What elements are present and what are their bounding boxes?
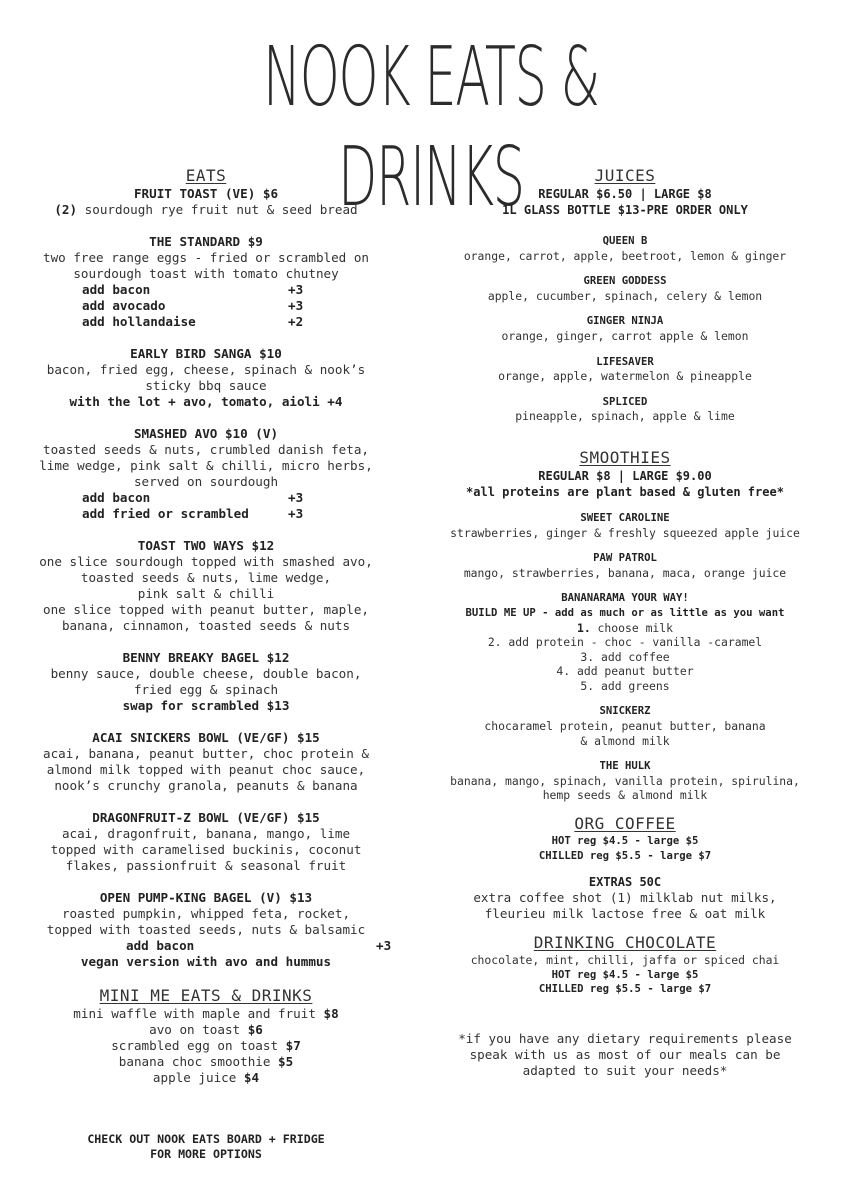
addon-name: add hollandaise	[82, 314, 196, 329]
item-name: SPLICED	[602, 395, 648, 408]
item-desc: flakes, passionfruit & seasonal fruit	[65, 858, 347, 873]
mini-item	[14, 1070, 398, 1086]
menu-item-pump-king-bagel	[14, 890, 398, 970]
chocolate-chilled-price: CHILLED reg $5.5 - large $7	[538, 983, 712, 996]
menu-item-toast-two-ways	[14, 538, 398, 634]
extras-title: EXTRAS 50C	[588, 875, 662, 890]
item-desc: one slice topped with peanut butter, maple,	[42, 602, 370, 617]
drinks-column	[440, 166, 810, 1079]
addon-price: +3	[288, 298, 304, 313]
item-qty: (2)	[54, 202, 78, 217]
smoothie-item-bananarama	[440, 591, 810, 693]
item-desc: mango, strawberries, banana, maca, orange juice	[463, 565, 787, 580]
mini-item-name: avo on toast	[149, 1022, 248, 1037]
chocolate-hot-price: HOT reg $4.5 - large $5	[551, 968, 699, 981]
juice-bottle-price: 1L GLASS BOTTLE $13-PRE ORDER ONLY	[502, 203, 748, 217]
step-num: 3.	[580, 649, 595, 664]
item-desc: banana, cinnamon, toasted seeds & nuts	[61, 618, 351, 633]
item-desc: benny sauce, double cheese, double bacon,	[50, 666, 362, 681]
smoothie-item-snickerz	[440, 704, 810, 748]
menu-item-fruit-toast	[14, 186, 398, 218]
item-name: OPEN PUMP-KING BAGEL (V) $13	[99, 890, 313, 905]
item-name: PAW PATROL	[593, 552, 657, 565]
mini-item-price: $6	[247, 1022, 263, 1037]
item-desc: & almond milk	[580, 733, 670, 748]
build-step	[440, 679, 810, 694]
mini-item	[14, 1054, 398, 1070]
menu-item-dragonfruit-bowl	[14, 810, 398, 874]
step-text: add peanut butter	[570, 664, 694, 679]
coffee-heading: ORG COFFEE	[574, 814, 676, 834]
dietary-line: speak with us as most of our meals can be	[469, 1047, 781, 1062]
mini-item-price: $8	[323, 1006, 339, 1021]
menu-item-early-bird	[14, 346, 398, 410]
smoothie-price: REGULAR $8 | LARGE $9.00	[538, 468, 712, 483]
item-name: BENNY BREAKY BAGEL $12	[122, 650, 290, 665]
dietary-note	[440, 1031, 810, 1079]
mini-item-name: apple juice	[152, 1070, 244, 1085]
item-name: ACAI SNICKERS BOWL (VE/GF) $15	[92, 730, 320, 745]
mini-item	[14, 1038, 398, 1054]
step-num: 5.	[580, 678, 595, 693]
coffee-hot-price: HOT reg $4.5 - large $5	[551, 835, 699, 848]
juice-item-queen-b	[440, 234, 810, 263]
juice-item-green-goddess	[440, 274, 810, 303]
item-desc: bacon, fried egg, cheese, spinach & nook’s	[46, 362, 366, 377]
eats-column	[14, 166, 398, 1086]
smoothie-item-paw-patrol	[440, 551, 810, 580]
build-step	[440, 621, 810, 636]
juice-item-spliced	[440, 395, 810, 424]
addon-row	[14, 298, 398, 314]
addon-price: +3	[288, 506, 304, 521]
mini-item-price: $5	[278, 1054, 294, 1069]
smoothie-item-hulk	[440, 759, 810, 803]
item-desc: almond milk topped with peanut choc sauce,	[46, 762, 366, 777]
item-desc: roasted pumpkin, whipped feta, rocket,	[61, 906, 351, 921]
item-name: LIFESAVER	[596, 355, 654, 368]
addon-price: +3	[288, 282, 304, 297]
item-desc: strawberries, ginger & freshly squeezed apple juice	[450, 525, 800, 540]
juices-heading: JUICES	[594, 166, 656, 185]
item-name: THE HULK	[599, 760, 651, 773]
step-text: choose milk	[590, 620, 673, 635]
item-desc: toasted seeds & nuts, crumbled danish feta,	[42, 442, 370, 457]
item-desc: toasted seeds & nuts, lime wedge,	[80, 570, 332, 585]
smoothie-note: *all proteins are plant based & gluten free*	[466, 484, 784, 499]
item-desc: sticky bbq sauce	[145, 378, 267, 393]
addon-price: +3	[288, 490, 304, 505]
item-extra: with the lot + avo, tomato, aioli +4	[69, 394, 343, 409]
item-desc: pineapple, spinach, apple & lime	[515, 409, 735, 424]
item-name: SNICKERZ	[599, 705, 651, 718]
step-text: add protein - choc - vanilla -caramel	[501, 635, 763, 650]
item-desc: hemp seeds & almond milk	[542, 788, 708, 803]
build-step	[440, 635, 810, 650]
step-text: add greens	[594, 678, 670, 693]
dietary-line: adapted to suit your needs*	[522, 1063, 728, 1078]
extras-desc: fleurieu milk lactose free & oat milk	[484, 906, 766, 922]
menu-item-acai-bowl	[14, 730, 398, 794]
item-desc: banana, mango, spinach, vanilla protein, spirulina,	[450, 773, 800, 788]
item-name: GREEN GODDESS	[583, 275, 667, 288]
addon-name: add fried or scrambled	[82, 506, 249, 521]
item-extra: vegan version with avo and hummus	[80, 954, 332, 969]
item-desc: lime wedge, pink salt & chilli, micro herbs,	[39, 458, 373, 473]
item-desc: fried egg & spinach	[133, 682, 279, 697]
addon-row	[14, 506, 398, 522]
mini-item	[14, 1006, 398, 1022]
item-name: BANANARAMA YOUR WAY!	[561, 592, 689, 605]
menu-item-benny-bagel	[14, 650, 398, 714]
item-desc: one slice sourdough topped with smashed avo,	[39, 554, 373, 569]
item-desc	[14, 202, 398, 218]
extras-desc: extra coffee shot (1) milklab nut milks,	[473, 890, 777, 906]
board-note-line: CHECK OUT NOOK EATS BOARD + FRIDGE	[87, 1132, 325, 1146]
item-desc: nook’s crunchy granola, peanuts & banana	[54, 778, 358, 793]
item-desc: acai, dragonfruit, banana, mango, lime	[61, 826, 351, 841]
item-desc: apple, cucumber, spinach, celery & lemon	[487, 288, 763, 303]
item-desc: orange, carrot, apple, beetroot, lemon & ginger	[463, 248, 787, 263]
smoothie-item-sweet-caroline	[440, 511, 810, 540]
addon-price: +2	[288, 314, 304, 329]
step-num: 4.	[556, 664, 571, 679]
addon-row	[14, 314, 398, 330]
coffee-chilled-price: CHILLED reg $5.5 - large $7	[538, 849, 712, 862]
chocolate-flavours: chocolate, mint, chilli, jaffa or spiced chai	[470, 953, 780, 968]
item-name: DRAGONFRUIT-Z BOWL (VE/GF) $15	[92, 810, 320, 825]
mini-item-name: mini waffle with maple and fruit	[73, 1006, 324, 1021]
menu-item-smashed-avo	[14, 426, 398, 522]
mini-item-price: $4	[243, 1070, 260, 1085]
item-extra: swap for scrambled $13	[122, 698, 290, 713]
chocolate-heading: DRINKING CHOCOLATE	[533, 933, 717, 953]
board-note-line: FOR MORE OPTIONS	[150, 1147, 262, 1161]
item-desc: topped with caramelised buckinis, coconut	[50, 842, 362, 857]
item-desc: acai, banana, peanut butter, choc protein &	[42, 746, 370, 761]
addon-row	[14, 282, 398, 298]
addon-name: add bacon	[126, 938, 195, 953]
item-name: THE STANDARD $9	[149, 234, 263, 249]
menu-item-standard	[14, 234, 398, 330]
addon-name: add bacon	[82, 282, 151, 297]
menu-title: NOOK EATS & DRINKS	[262, 30, 600, 225]
step-text: add coffee	[594, 649, 670, 664]
item-name: FRUIT TOAST (VE) $6	[133, 186, 279, 201]
dietary-line: *if you have any dietary requirements please	[458, 1031, 792, 1046]
item-desc: topped with toasted seeds, nuts & balsamic	[46, 922, 366, 937]
addon-name: add bacon	[82, 490, 151, 505]
item-desc-text: sourdough rye fruit nut & seed bread	[77, 202, 358, 217]
item-name: GINGER NINJA	[586, 315, 664, 328]
item-name: QUEEN B	[602, 235, 648, 247]
juice-item-lifesaver	[440, 355, 810, 384]
item-desc: sourdough toast with tomato chutney	[73, 266, 339, 281]
addon-name: add avocado	[82, 298, 166, 313]
board-note	[14, 1132, 398, 1162]
addon-price: +3	[376, 938, 392, 953]
juice-item-ginger-ninja	[440, 314, 810, 343]
item-desc: orange, ginger, carrot apple & lemon	[501, 328, 749, 343]
item-desc: chocaramel protein, peanut butter, banana	[484, 719, 766, 734]
step-num: 1.	[576, 620, 591, 635]
smoothies-heading: SMOOTHIES	[579, 447, 671, 467]
item-desc: orange, apple, watermelon & pineapple	[498, 369, 752, 384]
build-me-up: BUILD ME UP - add as much or as little as you want	[465, 606, 785, 619]
mini-item	[14, 1022, 398, 1038]
addon-row	[14, 938, 398, 954]
build-step	[440, 650, 810, 665]
item-name: TOAST TWO WAYS $12	[137, 538, 275, 553]
eats-heading: EATS	[185, 166, 227, 185]
item-name: EARLY BIRD SANGA $10	[130, 346, 282, 361]
mini-item-name: scrambled egg on toast	[111, 1038, 286, 1053]
mini-item-name: banana choc smoothie	[118, 1054, 279, 1069]
item-desc: two free range eggs - fried or scrambled on	[42, 250, 370, 265]
item-name: SWEET CAROLINE	[580, 511, 670, 524]
build-step	[440, 664, 810, 679]
addon-row	[14, 490, 398, 506]
item-desc: served on sourdough	[133, 474, 279, 489]
step-num: 2.	[487, 635, 502, 650]
mini-heading: MINI ME EATS & DRINKS	[99, 986, 313, 1005]
item-desc: pink salt & chilli	[137, 586, 275, 601]
mini-item-price: $7	[285, 1038, 301, 1053]
juice-price: REGULAR $6.50 | LARGE $8	[538, 187, 712, 201]
item-name: SMASHED AVO $10 (V)	[133, 426, 279, 441]
